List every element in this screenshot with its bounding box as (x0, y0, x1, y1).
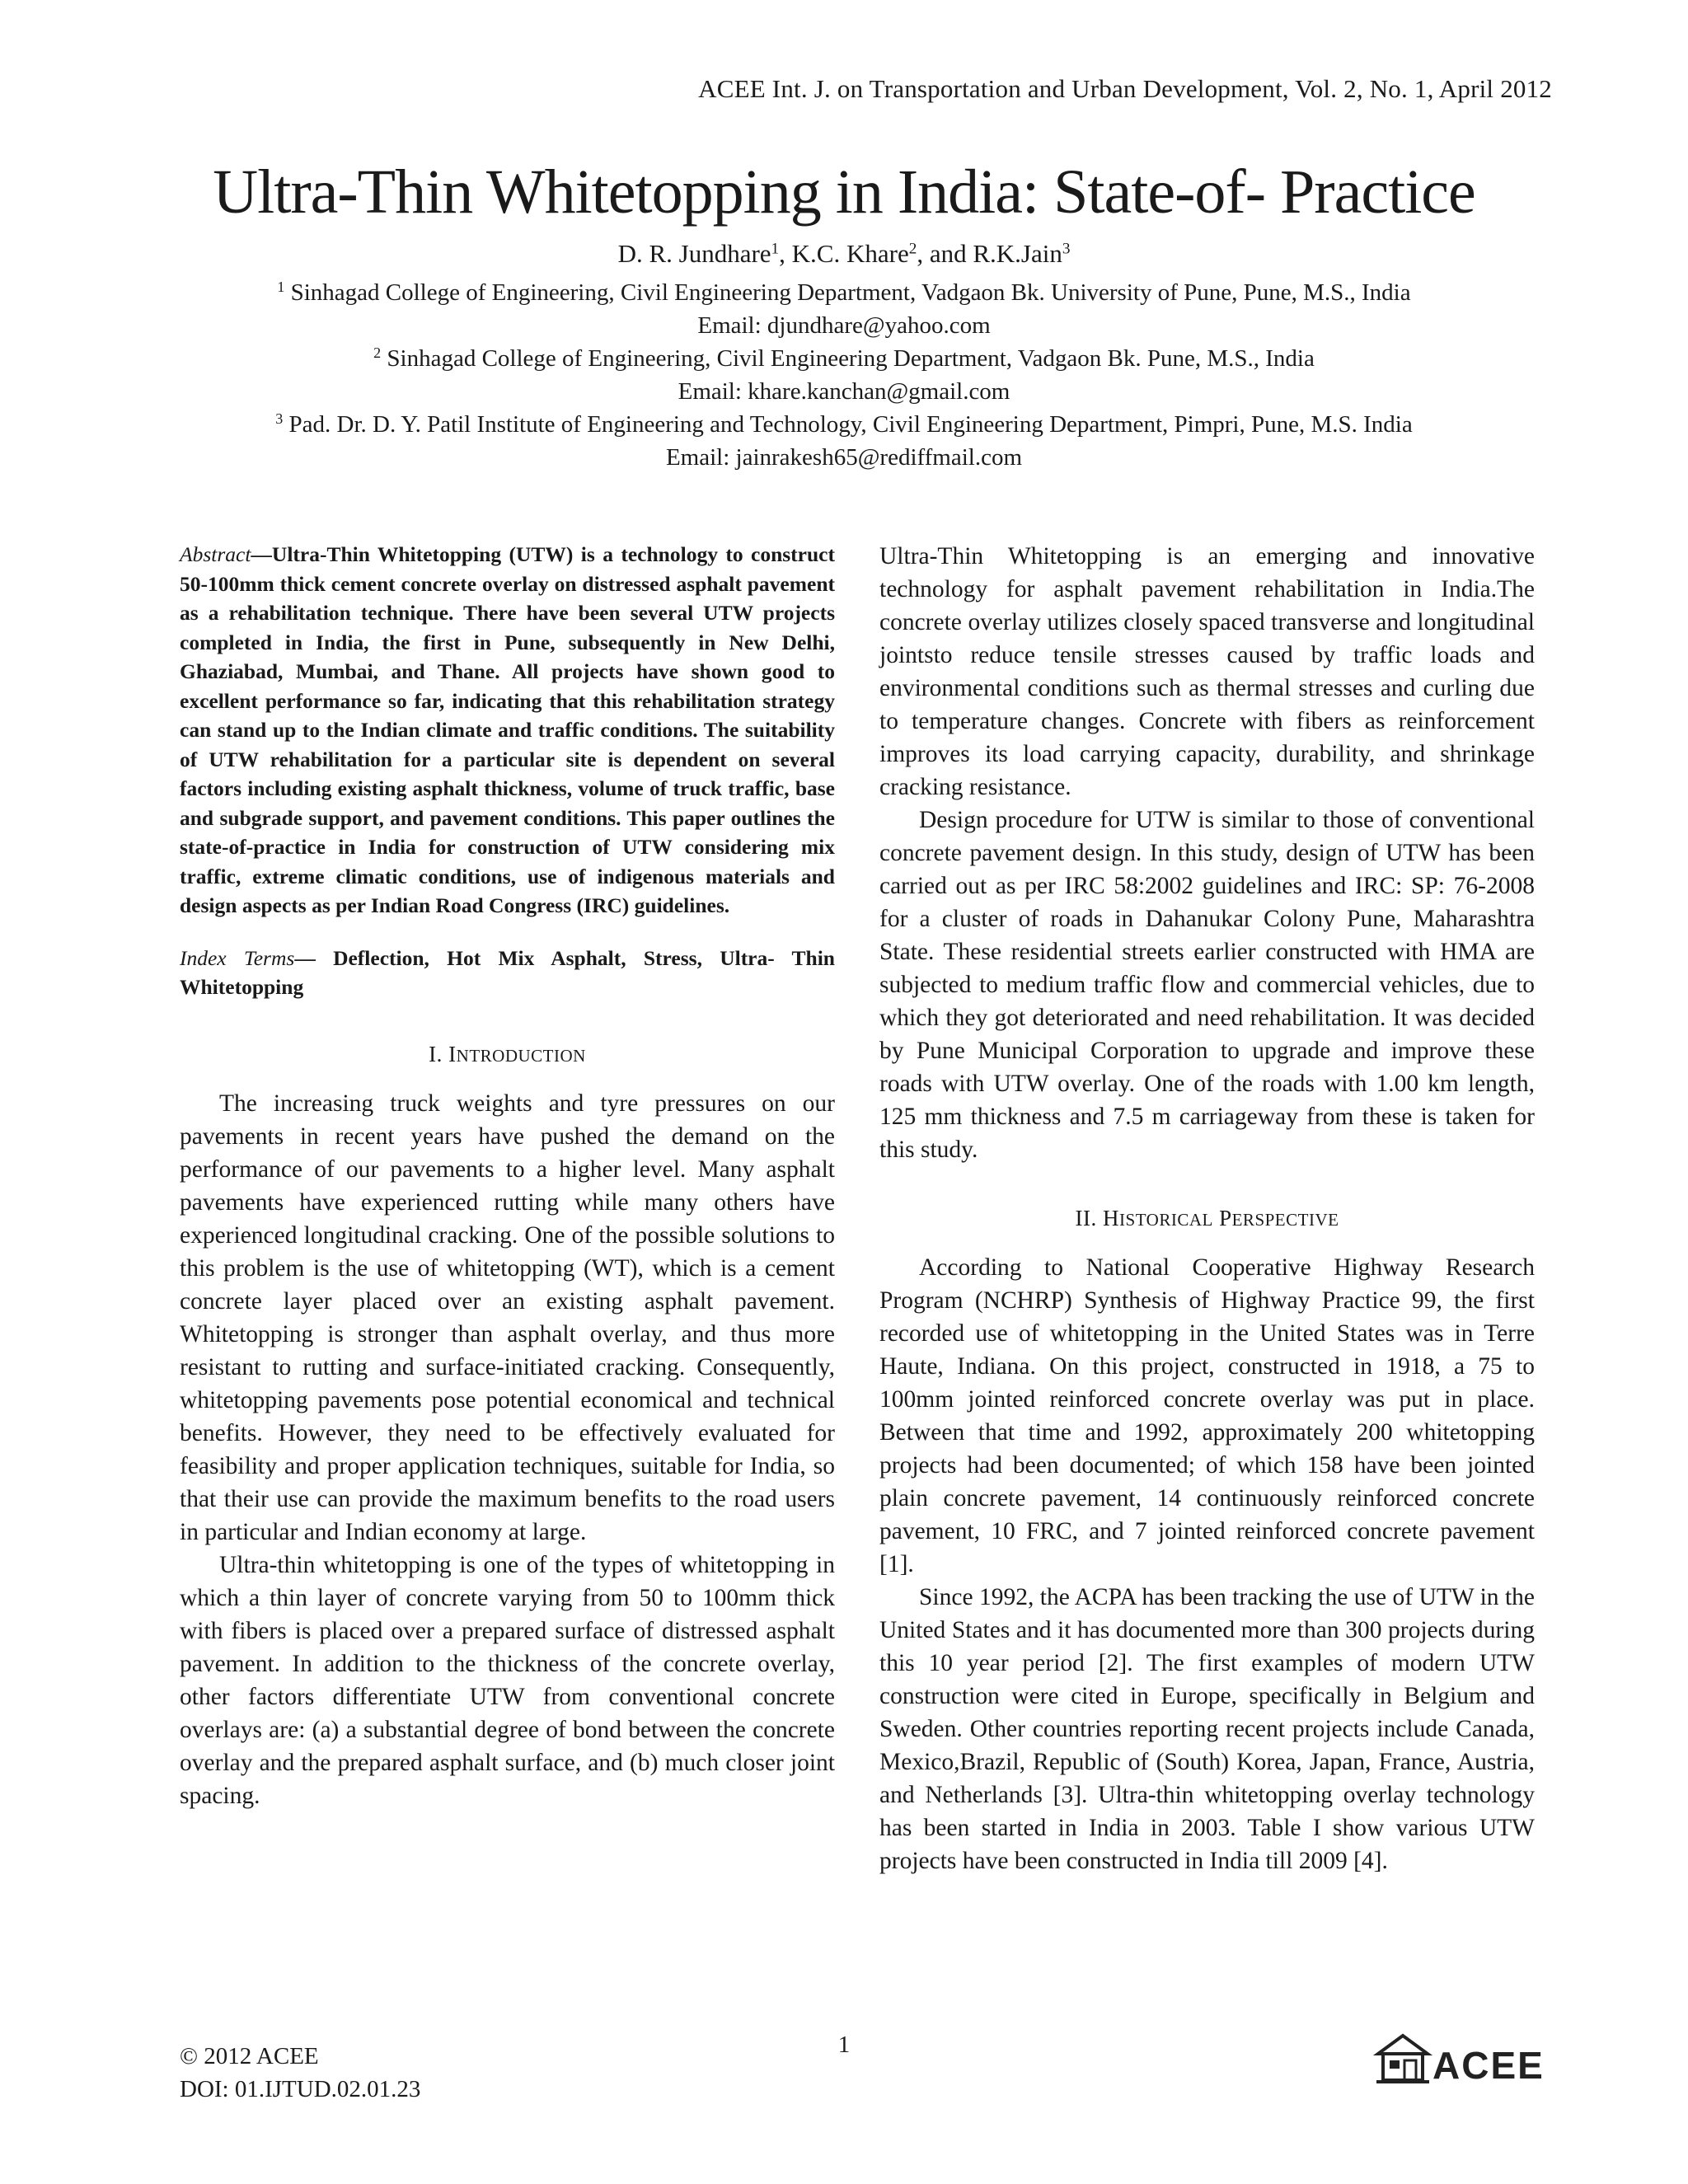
paper-title: Ultra-Thin Whitetopping in India: State-of- Practice (213, 157, 1475, 227)
copyright: © 2012 ACEE (180, 2043, 319, 2069)
author-sup: 2 (908, 240, 917, 258)
paragraph: Since 1992, the ACPA has been tracking the use of UTW in the United States and it has documented more than 300 projects during this 10 year period [2]. The first examples of modern UTW construction were cited in Europe, specifically in Belgium and Sweden. Other countries reporting recent projects include Canada, Mexico,Brazil, Republic of (South) Korea, Japan, France, Austria, and Netherlands [3]. Ultra-thin whitetopping overlay technology has been started in India in 2003. Table I show various UTW projects have been constructed in India till 2009 [4]. (879, 1584, 1535, 1874)
index-terms-text: Deflection, Hot Mix Asphalt, Stress, Ultra- Thin Whitetopping (180, 945, 835, 999)
author-name: R.K.Jain (973, 239, 1062, 268)
logo-text: ACEE (1432, 2044, 1545, 2087)
running-head: ACEE Int. J. on Transportation and Urban Development, Vol. 2, No. 1, April 2012 (698, 74, 1552, 103)
paragraph: According to National Cooperative Highway Research Program (NCHRP) Synthesis of Highway Practice 99, the first recorded use of whitetopping in the United States was in Terre Haute, Indiana. On this project, constructed in 1918, a 75 to 100mm jointed reinforced concrete overlay was put in place. Between that time and 1992, approximately 200 whitetopping projects had been documented; of which 158 have been jointed plain concrete pavement, 14 continuously reinforced concrete pavement, 10 FRC, and 7 jointed reinforced concrete pavement [1]. (879, 1254, 1535, 1577)
paragraph: Design procedure for UTW is similar to those of conventional concrete pavement design. In this study, design of UTW has been carried out as per IRC 58:2002 guidelines and IRC: SP: 76-2008 for a cluster of roads in Dahanukar Colony Pune, Maharashtra State. These residential streets earlier constructed with HMA are subjected to medium traffic flow and commercial vehicles, due to which they got deteriorated and need rehabilitation. It was decided by Pune Municipal Corporation to upgrade and improve these roads with UTW overlay. One of the roads with 1.00 km length, 125 mm thickness and 7.5 m carriageway from these is taken for this study. (879, 807, 1535, 1163)
paragraph: Ultra-thin whitetopping is one of the types of whitetopping in which a thin layer of concrete varying from 50 to 100mm thick with fibers is placed over a prepared surface of distressed asphalt pavement. In addition to the thickness of the concrete overlay, other factors differentiate UTW from conventional concrete overlays are: (a) a substantial degree of bond between the concrete overlay and the prepared asphalt surface, and (b) much closer joint spacing. (180, 1551, 835, 1809)
author-list: D. R. Jundhare$^1$, K.C. Khare$^2$, and R.K.Jain$^3$ (617, 239, 1071, 268)
index-terms-label: Index Terms (180, 945, 295, 970)
index-terms: Index Terms— Deflection, Hot Mix Asphalt, Stress, Ultra- Thin Whitetopping (180, 945, 835, 999)
affiliation-email: Email: khare.kanchan@gmail.com (678, 378, 1010, 405)
section-heading-historical-perspective: II. HISTORICAL PERSPECTIVE (1075, 1206, 1339, 1230)
acee-building-icon (1376, 2036, 1429, 2082)
author-name: K.C. Khare (791, 239, 909, 268)
author-sup: 3 (1062, 240, 1071, 258)
affiliations (82, 276, 1606, 474)
affiliation-email: Email: djundhare@yahoo.com (697, 312, 991, 339)
page-number: 1 (837, 2032, 851, 2058)
affiliation-email: Email: jainrakesh65@rediffmail.com (665, 444, 1023, 471)
affiliation: $^1$ Sinhagad College of Engineering, Civil Engineering Department, Vadgaon Bk. University of Pune, Pune, M.S., India (277, 279, 1411, 306)
affiliation: $^2$ Sinhagad College of Engineering, Civil Engineering Department, Vadgaon Bk. Pune, M.S., India (373, 344, 1315, 372)
doi: DOI: 01.IJTUD.02.01.23 (180, 2076, 421, 2102)
right-column (879, 540, 1535, 1877)
abstract-text: Ultra-Thin Whitetopping (UTW) is a technology to construct 50-100mm thick cement concrete overlay on distressed asphalt pavement as a rehabilitation technique. There have been several UTW projects completed in India, the first in Pune, subsequently in New Delhi, Ghaziabad, Mumbai, and Thane. All projects have shown good to excellent performance so far, indicating that this rehabilitation strategy can stand up to the Indian climate and traffic conditions. The suitability of UTW rehabilitation for a particular site is dependent on several factors including existing asphalt thickness, volume of truck traffic, base and subgrade support, and pavement conditions. This paper outlines the state-of-practice in India for construction of UTW considering mix traffic, extreme climatic conditions, use of indigenous materials and design aspects as per Indian Road Congress (IRC) guidelines. (180, 542, 835, 917)
abstract: Abstract—Ultra-Thin Whitetopping (UTW) is a technology to construct 50-100mm thick cement concrete overlay on distressed asphalt pavement as a rehabilitation technique. There have been several UTW projects completed in India, the first in Pune, subsequently in New Delhi, Ghaziabad, Mumbai, and Thane. All projects have shown good to excellent performance so far, indicating that this rehabilitation strategy can stand up to the Indian climate and traffic conditions. The suitability of UTW rehabilitation for a particular site is dependent on several factors including existing asphalt thickness, volume of truck traffic, base and subgrade support, and pavement conditions. This paper outlines the state-of-practice in India for construction of UTW considering mix traffic, extreme climatic conditions, use of indigenous materials and design aspects as per Indian Road Congress (IRC) guidelines. (180, 542, 835, 917)
section-heading-introduction: I. INTRODUCTION (429, 1041, 586, 1066)
affiliation: $^3$ Pad. Dr. D. Y. Patil Institute of Engineering and Technology, Civil Engineering Department, Pimpri, Pune, M.S. India (275, 410, 1413, 438)
paragraph: The increasing truck weights and tyre pressures on our pavements in recent years have pushed the demand on the performance of our pavements to a higher level. Many asphalt pavements have experienced rutting while many others have experienced longitudinal cracking. One of the possible solutions to this problem is the use of whitetopping (WT), which is a cement concrete layer placed over an existing asphalt pavement. Whitetopping is stronger than asphalt overlay, and thus more resistant to rutting and surface-initiated cracking. Consequently, whitetopping pavements pose potential economical and technical benefits. However, they need to be effectively evaluated for feasibility and proper application techniques, suitable for India, so that their use can provide the maximum benefits to the road users in particular and Indian economy at large. (180, 1090, 835, 1545)
abstract-label: Abstract (180, 542, 251, 566)
acee-logo (1375, 2029, 1545, 2087)
author-name: D. R. Jundhare (617, 239, 771, 268)
left-column (180, 540, 835, 1812)
author-sup: 1 (771, 240, 780, 258)
paragraph: Ultra-Thin Whitetopping is an emerging and innovative technology for asphalt pavement rehabilitation in India.The concrete overlay utilizes closely spaced transverse and longitudinal jointsto reduce tensile stresses caused by traffic loads and environmental conditions such as thermal stresses and curling due to temperature changes. Concrete with fibers as reinforcement improves its load carrying capacity, durability, and shrinkage cracking resistance. (879, 543, 1535, 800)
